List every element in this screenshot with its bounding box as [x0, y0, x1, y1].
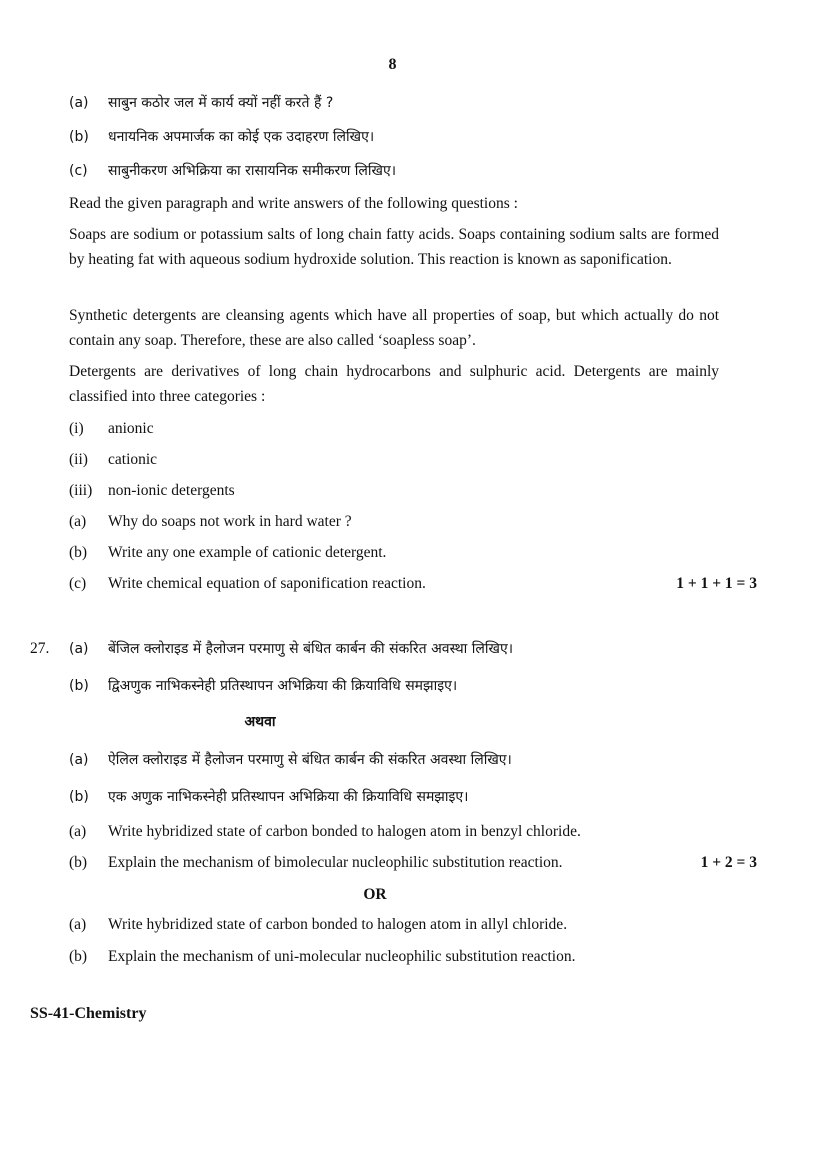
item-text: non-ionic detergents	[108, 482, 235, 499]
item-label: (b)	[69, 789, 89, 805]
hindi-q27-b	[69, 675, 759, 697]
english-q27-alt-a	[69, 914, 759, 936]
footer-code: SS-41-Chemistry	[30, 1005, 147, 1022]
item-text: साबुनीकरण अभिक्रिया का रासायनिक समीकरण लिखिए।	[108, 163, 397, 179]
page-number: 8	[388, 56, 397, 73]
item-label: (b)	[69, 129, 89, 145]
paragraph-detergent-categories: Detergents are derivatives of long chain hydrocarbons and sulphuric acid. Detergents are mainly classified into three categories :	[69, 363, 719, 405]
hindi-question-a	[69, 92, 759, 114]
paragraph-synthetic-detergents: Synthetic detergents are cleansing agents which have all properties of soap, but which actually do not contain any soap. Therefore, these are also called ‘soapless soap’.	[69, 307, 719, 349]
item-label: (a)	[69, 916, 87, 933]
item-label: (a)	[69, 823, 87, 840]
item-text: Explain the mechanism of bimolecular nucleophilic substitution reaction.	[108, 854, 563, 871]
english-question-c	[69, 573, 759, 595]
item-text: anionic	[108, 420, 154, 437]
item-label: (a)	[69, 641, 89, 657]
hindi-q27-a	[69, 638, 759, 660]
item-label: (a)	[69, 513, 87, 530]
english-q27-alt-b	[69, 946, 759, 968]
item-text: ऐलिल क्लोराइड में हैलोजन परमाणु से बंधित कार्बन की संकरित अवस्था लिखिए।	[108, 752, 512, 768]
item-label: (c)	[69, 163, 88, 179]
category-item	[69, 418, 759, 440]
hindi-q27-alt-a	[69, 749, 759, 771]
item-label: (a)	[69, 752, 89, 768]
item-text: Explain the mechanism of uni-molecular nucleophilic substitution reaction.	[108, 948, 576, 965]
hindi-question-b	[69, 126, 759, 148]
item-text: द्विअणुक नाभिकस्नेही प्रतिस्थापन अभिक्रिया की क्रियाविधि समझाइए।	[108, 678, 458, 694]
hindi-q27-alt-b	[69, 786, 759, 808]
item-label: (c)	[69, 575, 87, 592]
item-text: धनायनिक अपमार्जक का कोई एक उदाहरण लिखिए।	[108, 129, 375, 145]
item-text: एक अणुक नाभिकस्नेही प्रतिस्थापन अभिक्रिया की क्रियाविधि समझाइए।	[108, 789, 469, 805]
english-question-a	[69, 511, 759, 533]
hindi-or-divider: अथवा	[244, 714, 276, 730]
hindi-question-c	[69, 160, 759, 182]
item-text: Write hybridized state of carbon bonded to halogen atom in benzyl chloride.	[108, 823, 581, 840]
item-label: (b)	[69, 678, 89, 694]
category-item	[69, 449, 759, 471]
item-label: (i)	[69, 420, 84, 437]
item-text: Write chemical equation of saponification reaction.	[108, 575, 426, 592]
paragraph-soaps: Soaps are sodium or potassium salts of long chain fatty acids. Soaps containing sodium salts are formed by heating fat with aqueous sodium hydroxide solution. This reaction is known as saponification.	[69, 226, 719, 268]
english-or-divider: OR	[363, 886, 387, 903]
item-label: (b)	[69, 544, 88, 561]
item-text: Why do soaps not work in hard water ?	[108, 513, 352, 530]
question-number: 27.	[30, 640, 50, 657]
marks-q26: 1 + 1 + 1 = 3	[676, 575, 757, 592]
item-text: Write any one example of cationic detergent.	[108, 544, 387, 561]
item-label: (iii)	[69, 482, 93, 499]
category-item	[69, 480, 759, 502]
item-label: (b)	[69, 948, 88, 965]
intro-instruction: Read the given paragraph and write answers of the following questions :	[69, 195, 518, 212]
english-question-b	[69, 542, 759, 564]
item-text: Write hybridized state of carbon bonded to halogen atom in allyl chloride.	[108, 916, 568, 933]
item-text: cationic	[108, 451, 158, 468]
item-text: बेंजिल क्लोराइड में हैलोजन परमाणु से बंधित कार्बन की संकरित अवस्था लिखिए।	[108, 641, 513, 657]
marks-q27: 1 + 2 = 3	[700, 854, 757, 871]
item-label: (a)	[69, 95, 89, 111]
english-q27-b	[69, 852, 759, 874]
item-label: (ii)	[69, 451, 88, 468]
item-text: साबुन कठोर जल में कार्य क्यों नहीं करते हैं ?	[108, 95, 334, 111]
english-q27-a	[69, 821, 759, 843]
item-label: (b)	[69, 854, 88, 871]
